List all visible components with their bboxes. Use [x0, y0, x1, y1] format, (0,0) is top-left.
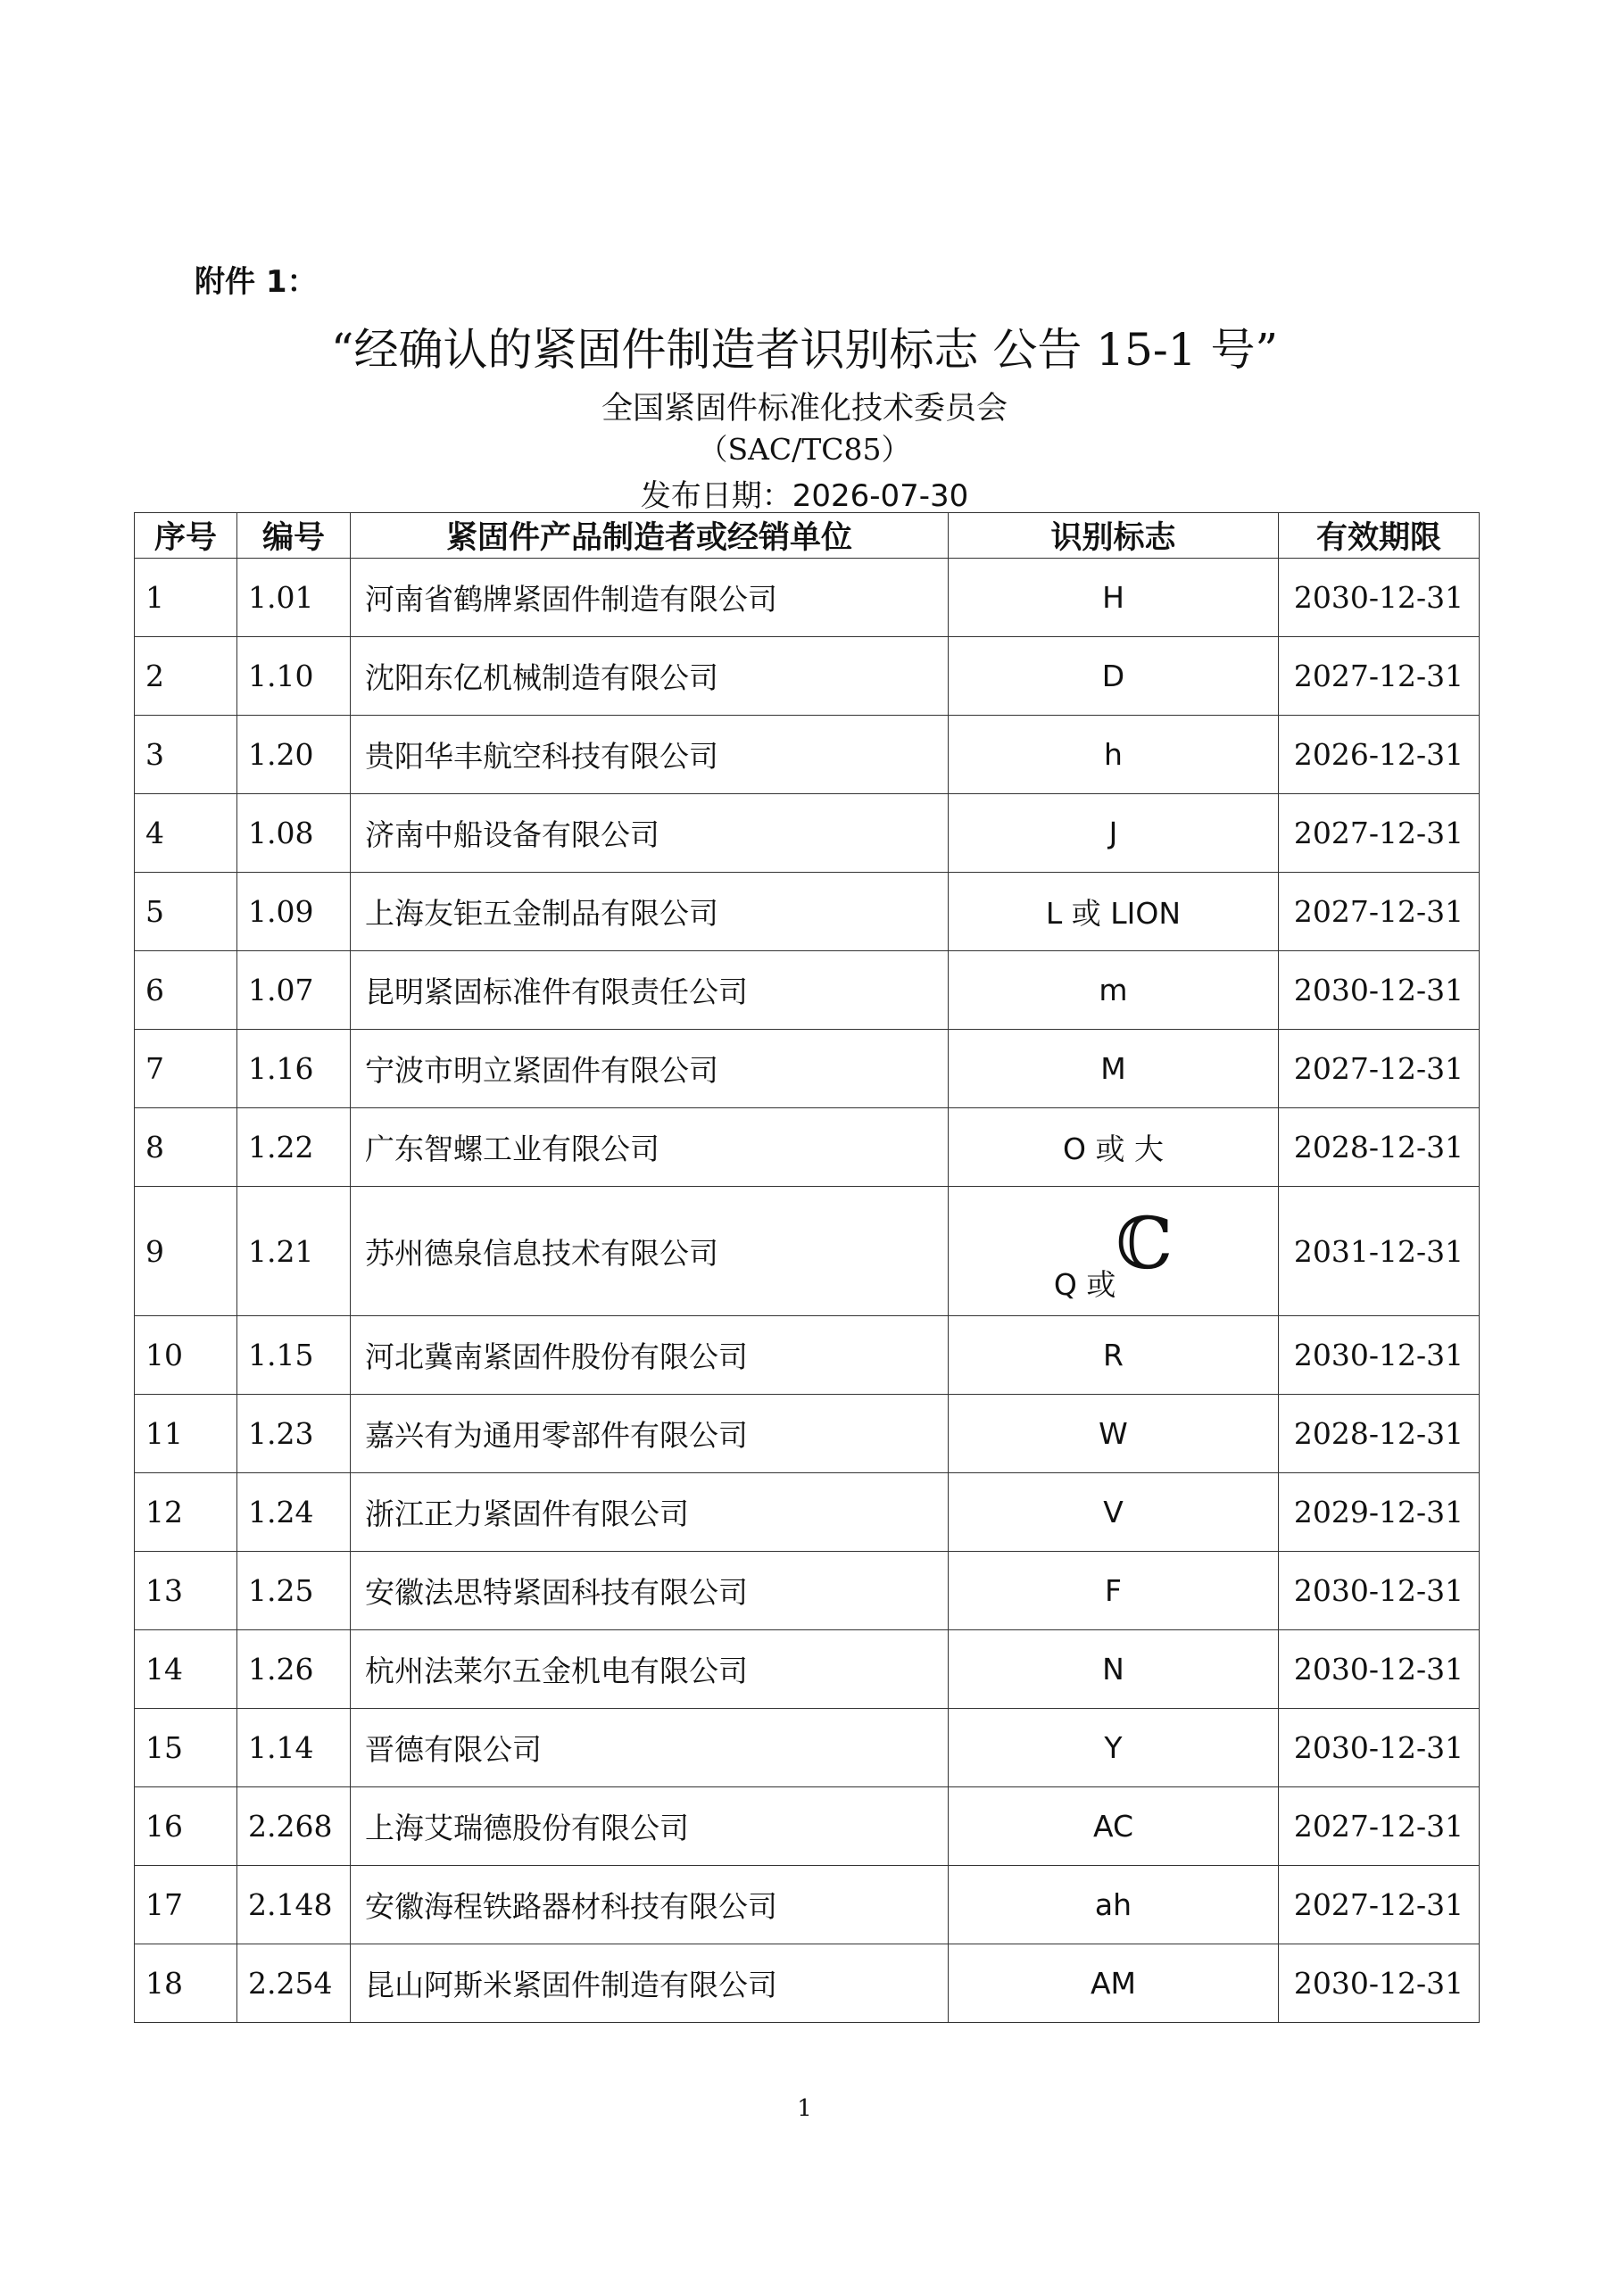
- cell-seq: 12: [135, 1473, 237, 1552]
- cell-validity: 2030-12-31: [1279, 1552, 1480, 1630]
- page-number: 1: [797, 2095, 812, 2122]
- header-validity: 有效期限: [1279, 513, 1480, 559]
- cell-manufacturer: 贵阳华丰航空科技有限公司: [351, 716, 949, 794]
- cell-validity: 2027-12-31: [1279, 873, 1480, 951]
- cell-number: 1.20: [237, 716, 351, 794]
- cell-seq: 18: [135, 1944, 237, 2023]
- cell-seq: 15: [135, 1709, 237, 1787]
- cell-validity: 2027-12-31: [1279, 1866, 1480, 1944]
- cell-manufacturer: 安徽法思特紧固科技有限公司: [351, 1552, 949, 1630]
- mark-with-logo: [1053, 1202, 1174, 1302]
- cell-validity: 2030-12-31: [1279, 1316, 1480, 1395]
- table-row: [135, 716, 1480, 794]
- cell-mark: O 或 大: [949, 1108, 1279, 1187]
- table-row: [135, 1552, 1480, 1630]
- cell-mark: AC: [949, 1787, 1279, 1866]
- cell-number: 1.07: [237, 951, 351, 1030]
- cell-validity: 2031-12-31: [1279, 1187, 1480, 1316]
- cell-number: 1.16: [237, 1030, 351, 1108]
- cell-seq: 17: [135, 1866, 237, 1944]
- cell-number: 1.15: [237, 1316, 351, 1395]
- table-row: [135, 1108, 1480, 1187]
- table-row: [135, 559, 1480, 637]
- cell-validity: 2028-12-31: [1279, 1395, 1480, 1473]
- cell-validity: 2030-12-31: [1279, 1944, 1480, 2023]
- cell-validity: 2027-12-31: [1279, 1030, 1480, 1108]
- cell-mark: H: [949, 559, 1279, 637]
- table-row: [135, 1944, 1480, 2023]
- cell-number: 2.148: [237, 1866, 351, 1944]
- cell-validity: 2026-12-31: [1279, 716, 1480, 794]
- cell-validity: 2030-12-31: [1279, 559, 1480, 637]
- cell-manufacturer: 河北冀南紧固件股份有限公司: [351, 1316, 949, 1395]
- cell-manufacturer: 昆明紧固标准件有限责任公司: [351, 951, 949, 1030]
- c-logo-icon: ℂ: [1116, 1202, 1174, 1285]
- header-number: 编号: [237, 513, 351, 559]
- cell-number: 1.22: [237, 1108, 351, 1187]
- cell-seq: 16: [135, 1787, 237, 1866]
- issuing-organization: 全国紧固件标准化技术委员会: [601, 391, 1008, 427]
- cell-validity: 2030-12-31: [1279, 1709, 1480, 1787]
- table-row: [135, 1395, 1480, 1473]
- cell-validity: 2030-12-31: [1279, 1630, 1480, 1709]
- cell-mark: V: [949, 1473, 1279, 1552]
- cell-validity: 2027-12-31: [1279, 1787, 1480, 1866]
- cell-manufacturer: 上海艾瑞德股份有限公司: [351, 1787, 949, 1866]
- cell-manufacturer: 河南省鹤牌紧固件制造有限公司: [351, 559, 949, 637]
- cell-mark: F: [949, 1552, 1279, 1630]
- table-row: [135, 1187, 1480, 1316]
- cell-manufacturer: 沈阳东亿机械制造有限公司: [351, 637, 949, 716]
- cell-number: 1.25: [237, 1552, 351, 1630]
- cell-seq: 11: [135, 1395, 237, 1473]
- cell-number: 1.10: [237, 637, 351, 716]
- publish-date: 发布日期：2026-07-30: [640, 478, 969, 514]
- cell-manufacturer: 济南中船设备有限公司: [351, 794, 949, 873]
- table-row: [135, 1030, 1480, 1108]
- table-row: [135, 1473, 1480, 1552]
- table-row: [135, 1866, 1480, 1944]
- cell-manufacturer: 安徽海程铁路器材科技有限公司: [351, 1866, 949, 1944]
- cell-seq: 4: [135, 794, 237, 873]
- cell-mark: R: [949, 1316, 1279, 1395]
- header-manufacturer: 紧固件产品制造者或经销单位: [351, 513, 949, 559]
- table-row: [135, 951, 1480, 1030]
- cell-validity: 2028-12-31: [1279, 1108, 1480, 1187]
- cell-seq: 13: [135, 1552, 237, 1630]
- header-seq: 序号: [135, 513, 237, 559]
- cell-number: 2.254: [237, 1944, 351, 2023]
- organization-code: （SAC/TC85）: [698, 432, 911, 467]
- table-row: [135, 1316, 1480, 1395]
- cell-manufacturer: 嘉兴有为通用零部件有限公司: [351, 1395, 949, 1473]
- cell-manufacturer: 苏州德泉信息技术有限公司: [351, 1187, 949, 1316]
- cell-seq: 6: [135, 951, 237, 1030]
- cell-mark: N: [949, 1630, 1279, 1709]
- cell-number: 1.26: [237, 1630, 351, 1709]
- cell-mark: m: [949, 951, 1279, 1030]
- cell-seq: 5: [135, 873, 237, 951]
- cell-number: 1.14: [237, 1709, 351, 1787]
- table-row: [135, 794, 1480, 873]
- cell-mark: D: [949, 637, 1279, 716]
- cell-mark: W: [949, 1395, 1279, 1473]
- cell-mark: AM: [949, 1944, 1279, 2023]
- cell-manufacturer: 晋德有限公司: [351, 1709, 949, 1787]
- cell-mark: h: [949, 716, 1279, 794]
- cell-seq: 1: [135, 559, 237, 637]
- manufacturer-mark-table: [134, 512, 1480, 2023]
- cell-manufacturer: 浙江正力紧固件有限公司: [351, 1473, 949, 1552]
- cell-mark: [949, 1187, 1279, 1316]
- cell-manufacturer: 昆山阿斯米紧固件制造有限公司: [351, 1944, 949, 2023]
- cell-number: 1.21: [237, 1187, 351, 1316]
- mark-text: Q 或: [1053, 1267, 1116, 1302]
- table-row: [135, 1787, 1480, 1866]
- cell-seq: 9: [135, 1187, 237, 1316]
- cell-number: 1.23: [237, 1395, 351, 1473]
- cell-manufacturer: 上海友钜五金制品有限公司: [351, 873, 949, 951]
- cell-number: 1.01: [237, 559, 351, 637]
- table-row: [135, 637, 1480, 716]
- cell-validity: 2027-12-31: [1279, 794, 1480, 873]
- table-row: [135, 873, 1480, 951]
- cell-mark: M: [949, 1030, 1279, 1108]
- cell-number: 1.08: [237, 794, 351, 873]
- header-mark: 识别标志: [949, 513, 1279, 559]
- cell-validity: 2030-12-31: [1279, 951, 1480, 1030]
- cell-mark: J: [949, 794, 1279, 873]
- cell-mark: Y: [949, 1709, 1279, 1787]
- cell-seq: 3: [135, 716, 237, 794]
- cell-manufacturer: 杭州法莱尔五金机电有限公司: [351, 1630, 949, 1709]
- cell-seq: 7: [135, 1030, 237, 1108]
- cell-mark: ah: [949, 1866, 1279, 1944]
- cell-seq: 2: [135, 637, 237, 716]
- cell-validity: 2027-12-31: [1279, 637, 1480, 716]
- cell-number: 2.268: [237, 1787, 351, 1866]
- document-title: “经确认的紧固件制造者识别标志 公告 15-1 号”: [330, 324, 1279, 376]
- table-row: [135, 1630, 1480, 1709]
- cell-manufacturer: 广东智螺工业有限公司: [351, 1108, 949, 1187]
- cell-number: 1.24: [237, 1473, 351, 1552]
- cell-mark: L 或 LION: [949, 873, 1279, 951]
- attachment-label: 附件 1：: [195, 264, 318, 300]
- cell-number: 1.09: [237, 873, 351, 951]
- table-header-row: [135, 513, 1480, 559]
- cell-validity: 2029-12-31: [1279, 1473, 1480, 1552]
- cell-seq: 10: [135, 1316, 237, 1395]
- cell-manufacturer: 宁波市明立紧固件有限公司: [351, 1030, 949, 1108]
- cell-seq: 14: [135, 1630, 237, 1709]
- table-row: [135, 1709, 1480, 1787]
- cell-seq: 8: [135, 1108, 237, 1187]
